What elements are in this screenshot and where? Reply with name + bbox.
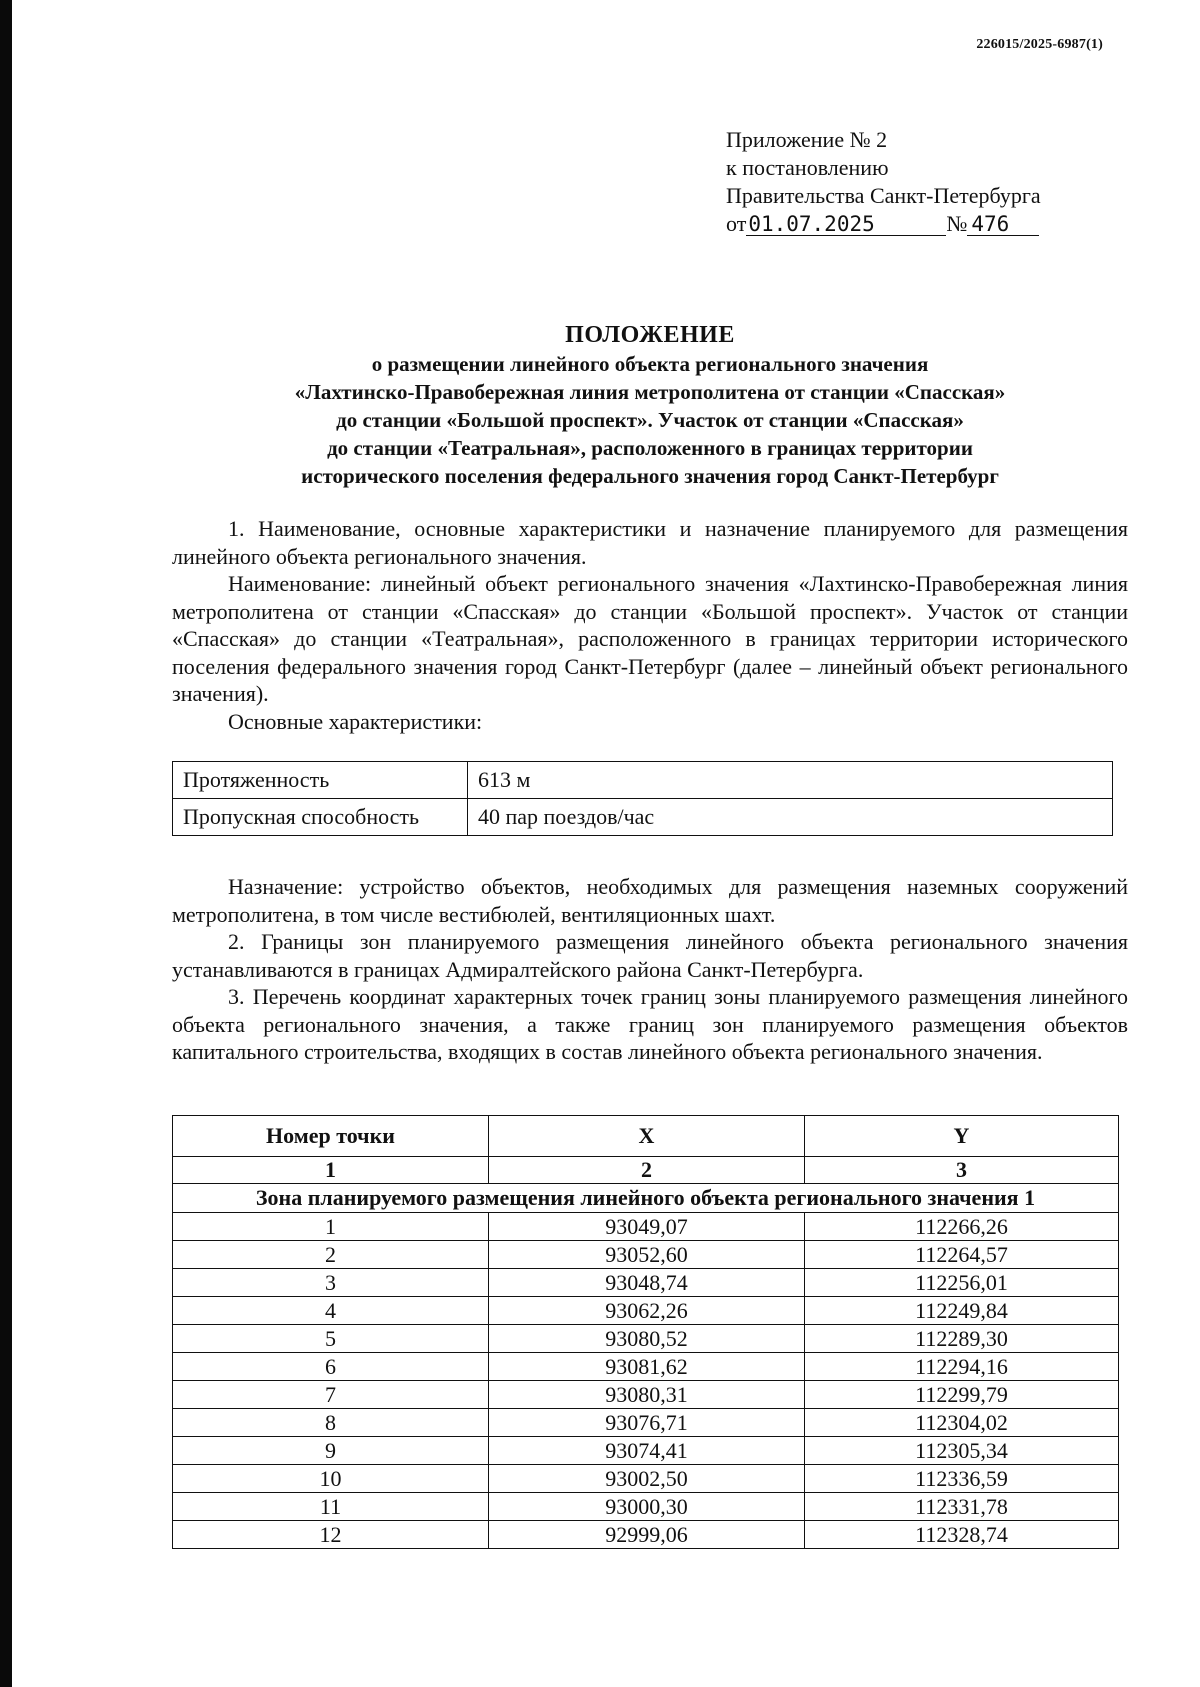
title-line: «Лахтинско-Правобережная линия метрополитена от станции «Спасская»	[294, 380, 1006, 404]
zone-title: Зона планируемого размещения линейного объекта регионального значения 1	[173, 1184, 1119, 1213]
table-row	[173, 799, 1113, 836]
table-row	[173, 1297, 1119, 1325]
zone-title-row	[173, 1184, 1119, 1213]
coord-x: 93052,60	[489, 1241, 805, 1269]
coord-y: 112289,30	[805, 1325, 1119, 1353]
point-number: 5	[173, 1325, 489, 1353]
appendix-date-line	[726, 210, 1041, 238]
coord-x: 93048,74	[489, 1269, 805, 1297]
table-row	[173, 1521, 1119, 1549]
table-row	[173, 1465, 1119, 1493]
sections-2-3-text	[172, 873, 1128, 1066]
table-row	[173, 1241, 1119, 1269]
characteristic-value: 613 м	[468, 762, 1113, 799]
coord-x: 93074,41	[489, 1437, 805, 1465]
column-header: Y	[805, 1116, 1119, 1157]
coord-x: 93080,31	[489, 1381, 805, 1409]
coord-y: 112264,57	[805, 1241, 1119, 1269]
characteristics-label: Основные характеристики:	[228, 708, 483, 734]
coord-y: 112305,34	[805, 1437, 1119, 1465]
characteristic-key: Протяженность	[173, 762, 468, 799]
column-number: 1	[173, 1157, 489, 1184]
document-registration-number: 226015/2025-6987(1)	[976, 37, 1103, 52]
point-number: 3	[173, 1269, 489, 1297]
coord-x: 93000,30	[489, 1493, 805, 1521]
coordinates-table	[172, 1115, 1119, 1549]
section-1-heading: 1. Наименование, основные характеристики и назначение планируемого для размещения линейного объекта регионального значения.	[172, 516, 1128, 569]
coord-x: 92999,06	[489, 1521, 805, 1549]
table-row	[173, 1353, 1119, 1381]
document-title	[172, 320, 1128, 490]
resolution-date: 01.07.2025	[746, 213, 946, 236]
characteristic-key: Пропускная способность	[173, 799, 468, 836]
coord-y: 112299,79	[805, 1381, 1119, 1409]
point-number: 11	[173, 1493, 489, 1521]
title-line: до станции «Большой проспект». Участок от станции «Спасская»	[336, 408, 964, 432]
table-row	[173, 1213, 1119, 1241]
coord-y: 112249,84	[805, 1297, 1119, 1325]
point-number: 8	[173, 1409, 489, 1437]
coord-y: 112328,74	[805, 1521, 1119, 1549]
point-number: 12	[173, 1521, 489, 1549]
appendix-line-2: к постановлению	[726, 155, 889, 180]
coord-y: 112294,16	[805, 1353, 1119, 1381]
coord-y: 112336,59	[805, 1465, 1119, 1493]
coord-y: 112304,02	[805, 1409, 1119, 1437]
appendix-line-1: Приложение № 2	[726, 127, 888, 152]
table-row	[173, 1409, 1119, 1437]
table-row	[173, 1381, 1119, 1409]
scan-edge-bar	[0, 0, 12, 1687]
coord-x: 93080,52	[489, 1325, 805, 1353]
point-number: 10	[173, 1465, 489, 1493]
point-number: 6	[173, 1353, 489, 1381]
point-number: 7	[173, 1381, 489, 1409]
characteristics-table	[172, 761, 1113, 836]
column-number: 2	[489, 1157, 805, 1184]
table-header-row	[173, 1116, 1119, 1157]
resolution-number: 476	[967, 213, 1039, 236]
coord-x: 93049,07	[489, 1213, 805, 1241]
title-line: до станции «Театральная», расположенного в границах территории	[327, 436, 973, 460]
title-line: исторического поселения федерального значения город Санкт-Петербург	[301, 464, 999, 488]
table-row	[173, 1493, 1119, 1521]
column-header: X	[489, 1116, 805, 1157]
characteristic-value: 40 пар поездов/час	[468, 799, 1113, 836]
section-2-text: 2. Границы зон планируемого размещения линейного объекта регионального значения устанавливаются в границах Адмиралтейского района Санкт-Петербурга.	[172, 929, 1128, 982]
table-row	[173, 1269, 1119, 1297]
appendix-header	[726, 126, 1041, 238]
section-1-text	[172, 515, 1128, 735]
title-main: ПОЛОЖЕНИЕ	[565, 322, 735, 348]
coord-x: 93076,71	[489, 1409, 805, 1437]
point-number: 1	[173, 1213, 489, 1241]
title-line: о размещении линейного объекта регионального значения	[371, 352, 929, 376]
point-number: 2	[173, 1241, 489, 1269]
point-number: 4	[173, 1297, 489, 1325]
table-row	[173, 1437, 1119, 1465]
column-number-row	[173, 1157, 1119, 1184]
column-header: Номер точки	[173, 1116, 489, 1157]
point-number: 9	[173, 1437, 489, 1465]
number-prefix: №	[946, 211, 968, 236]
section-1-name: Наименование: линейный объект регионального значения «Лахтинско-Правобережная линия метрополитена от станции «Спасская» до станции «Большой проспект». Участок от станции «Спасская» до станции «Театральная», расположенного в границах территории исторического поселения федерального значения город Санкт-Петербург (далее – линейный объект регионального значения).	[172, 571, 1128, 706]
coord-y: 112331,78	[805, 1493, 1119, 1521]
coord-y: 112266,26	[805, 1213, 1119, 1241]
coord-x: 93062,26	[489, 1297, 805, 1325]
table-row	[173, 1325, 1119, 1353]
section-3-text: 3. Перечень координат характерных точек границ зоны планируемого размещения линейного объекта регионального значения, а также границ зон планируемого размещения объектов капитального строительства, входящих в состав линейного объекта регионального значения.	[172, 984, 1128, 1064]
table-row	[173, 762, 1113, 799]
date-prefix: от	[726, 211, 747, 236]
purpose-text: Назначение: устройство объектов, необходимых для размещения наземных сооружений метрополитена, в том числе вестибюлей, вентиляционных шахт.	[172, 874, 1128, 927]
column-number: 3	[805, 1157, 1119, 1184]
coord-x: 93002,50	[489, 1465, 805, 1493]
coord-y: 112256,01	[805, 1269, 1119, 1297]
coord-x: 93081,62	[489, 1353, 805, 1381]
appendix-line-3: Правительства Санкт-Петербурга	[726, 183, 1041, 208]
